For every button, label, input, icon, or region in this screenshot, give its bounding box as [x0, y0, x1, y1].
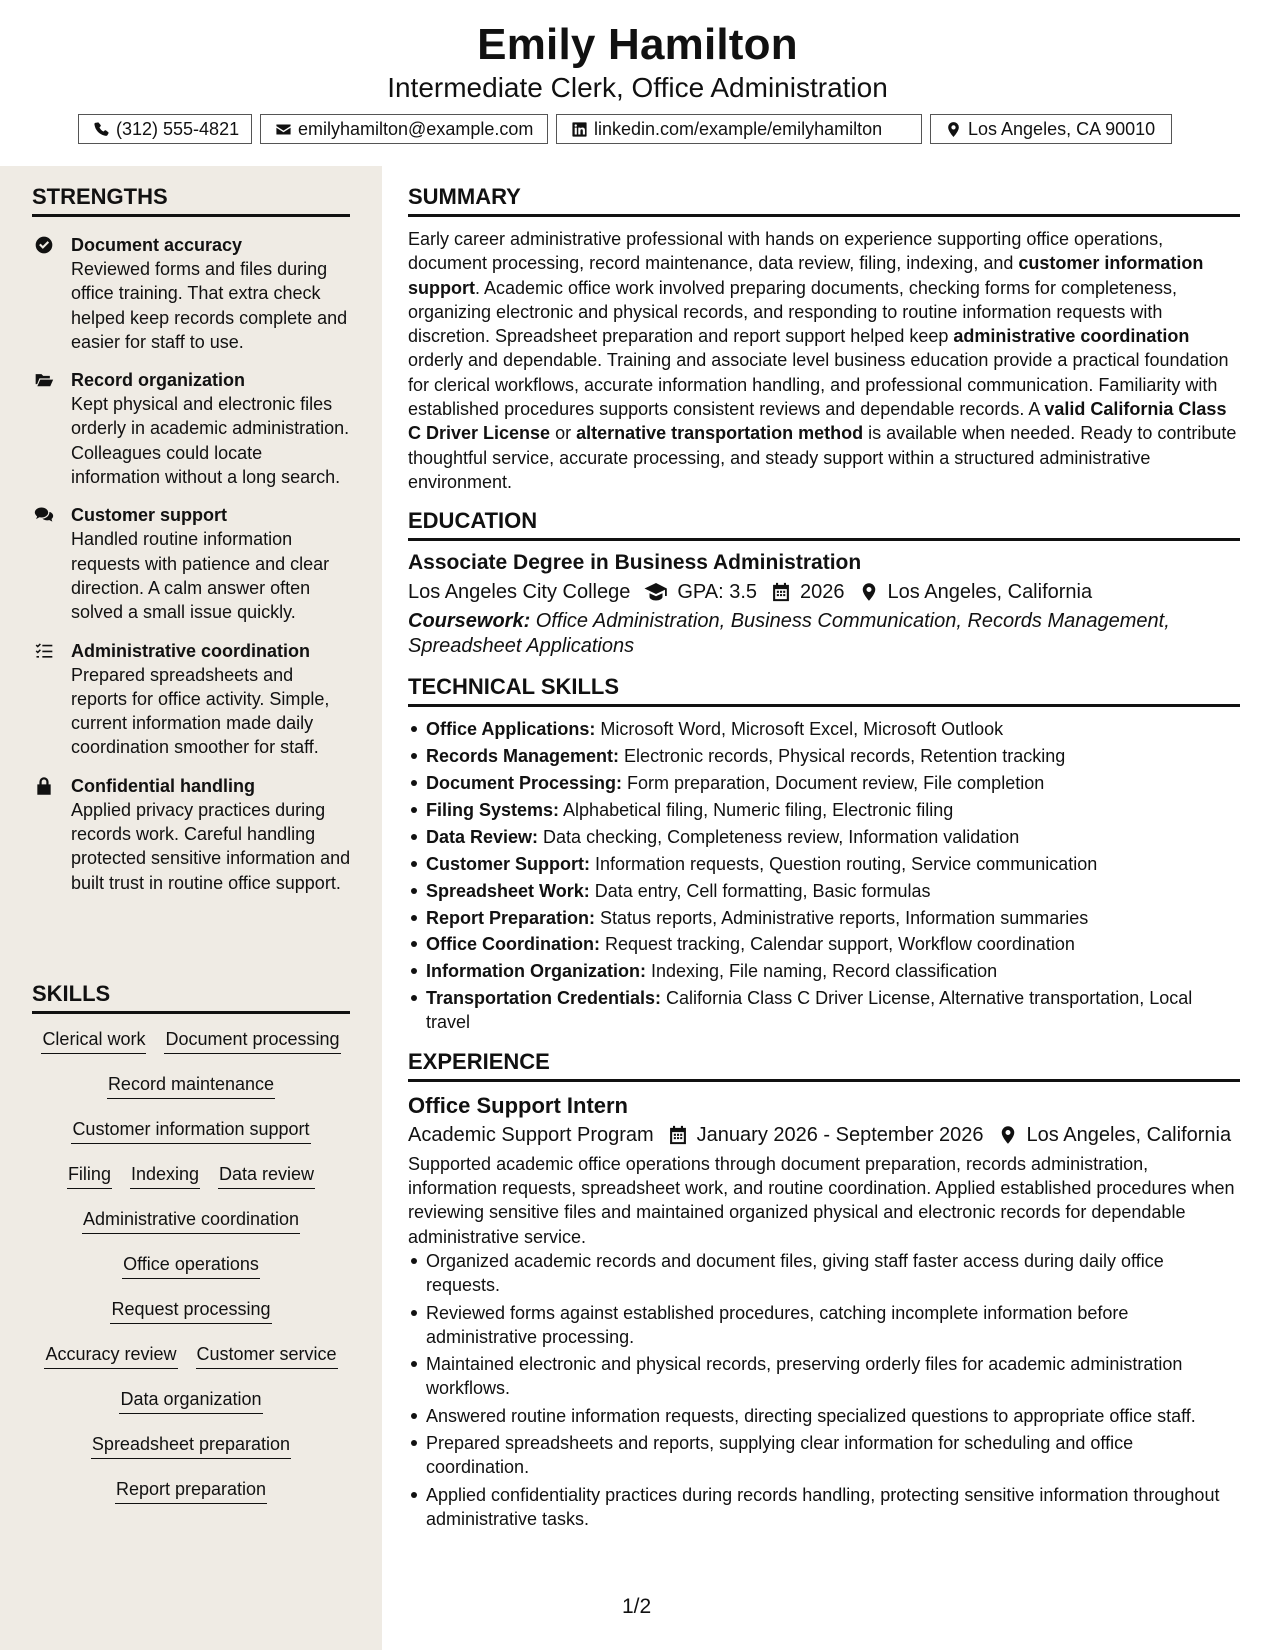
calendar-icon: [668, 1125, 688, 1145]
skill-tag: Spreadsheet preparation: [91, 1432, 291, 1459]
strength-item: [32, 368, 352, 489]
contact-location: [930, 114, 1172, 144]
job-meta: [408, 1120, 1240, 1150]
strength-desc: Reviewed forms and files during office training. That extra check helped keep records complete and easier for staff to use.: [71, 259, 348, 352]
strength-item: [32, 774, 352, 895]
list-item: Maintained electronic and physical records, preserving orderly files for academic administration workflows.: [408, 1352, 1240, 1401]
strength-item: [32, 503, 352, 624]
check-circle-icon: [34, 235, 54, 255]
coursework: Coursework: Office Administration, Business Communication, Records Management, Spreadsheet Applications: [408, 610, 1170, 657]
skill-tag: Office operations: [122, 1252, 260, 1279]
technical-skills-list: [408, 717, 1240, 1035]
list-item: Office Coordination: Request tracking, Calendar support, Workflow coordination: [408, 932, 1240, 956]
job-dates: January 2026 - September 2026: [696, 1123, 984, 1146]
candidate-title: Intermediate Clerk, Office Administration: [387, 72, 888, 103]
strength-item: [32, 639, 352, 760]
skill-tag: Clerical work: [41, 1027, 146, 1054]
strength-title: Confidential handling: [71, 775, 255, 796]
strength-desc: Prepared spreadsheets and reports for office activity. Simple, current information made daily coordination smoother for staff.: [71, 664, 330, 758]
contact-location-text: Los Angeles, CA 90010: [968, 118, 1156, 139]
graduation-cap-icon: [644, 580, 668, 604]
list-item: Document Processing: Form preparation, Document review, File completion: [408, 771, 1240, 795]
skill-tag: Accuracy review: [44, 1342, 177, 1369]
school-name: Los Angeles City College: [408, 581, 631, 604]
contact-phone[interactable]: [78, 114, 252, 144]
page-number: 1/2: [622, 1595, 652, 1618]
strength-title: Record organization: [71, 370, 246, 391]
strength-item: [32, 233, 352, 354]
job-organization: Academic Support Program: [408, 1123, 654, 1146]
list-item: Spreadsheet Work: Data entry, Cell formatting, Basic formulas: [408, 879, 1240, 903]
list-item: Organized academic records and document files, giving staff faster access during daily office requests.: [408, 1249, 1240, 1298]
candidate-name: Emily Hamilton: [477, 20, 798, 69]
job-bullets: [408, 1249, 1240, 1531]
education-meta: [408, 577, 1240, 607]
skill-tag: Filing: [67, 1162, 112, 1189]
calendar-icon: [771, 582, 791, 602]
contact-email[interactable]: [260, 114, 548, 144]
main-column: [408, 184, 1240, 1534]
list-item: Applied confidentiality practices during records handling, protecting sensitive information throughout administrative tasks.: [408, 1483, 1240, 1532]
strength-title: Document accuracy: [71, 235, 243, 255]
contact-linkedin-text: linkedin.com/example/emilyhamilton: [594, 118, 883, 139]
list-item: Prepared spreadsheets and reports, supplying clear information for scheduling and office coordination.: [408, 1431, 1240, 1480]
list-item: Report Preparation: Status reports, Administrative reports, Information summaries: [408, 906, 1240, 930]
phone-icon: [93, 121, 110, 138]
list-item: Office Applications: Microsoft Word, Microsoft Excel, Microsoft Outlook: [408, 717, 1240, 741]
list-item: Answered routine information requests, directing specialized questions to appropriate office staff.: [408, 1404, 1240, 1428]
skill-tag: Customer information support: [71, 1117, 310, 1144]
contact-phone-text: (312) 555-4821: [116, 118, 240, 139]
strength-desc: Kept physical and electronic files orderly in academic administration. Colleagues could locate information without a long search.: [71, 394, 350, 488]
contact-bar: [78, 114, 1172, 144]
lock-icon: [34, 776, 54, 796]
envelope-icon: [275, 121, 292, 138]
skill-tag: Customer service: [196, 1342, 338, 1369]
experience-heading: EXPERIENCE: [408, 1049, 1240, 1082]
education-heading: EDUCATION: [408, 508, 1240, 541]
job-location: Los Angeles, California: [1026, 1123, 1232, 1146]
list-item: Information Organization: Indexing, File naming, Record classification: [408, 959, 1240, 983]
resume-header: [0, 0, 1275, 166]
list-item: Reviewed forms against established procedures, catching incomplete information before administrative processing.: [408, 1301, 1240, 1350]
list-item: Records Management: Electronic records, Physical records, Retention tracking: [408, 744, 1240, 768]
strengths-heading: STRENGTHS: [32, 184, 350, 217]
map-pin-icon: [945, 121, 962, 138]
strength-desc: Applied privacy practices during records work. Careful handling protected sensitive information and built trust in routine office support.: [71, 799, 351, 893]
skills-cloud: [32, 1027, 350, 1522]
skill-tag: Report preparation: [115, 1477, 267, 1504]
folder-open-icon: [34, 370, 54, 390]
strengths-list: [32, 233, 352, 909]
linkedin-icon: [571, 121, 588, 138]
skill-tag: Request processing: [110, 1297, 271, 1324]
skill-tag: Administrative coordination: [82, 1207, 300, 1234]
list-item: Customer Support: Information requests, Question routing, Service communication: [408, 852, 1240, 876]
summary-text: Early career administrative professional with hands on experience supporting office operations, document processing, record maintenance, data review, filing, indexing, and customer information support. Academic office work involved preparing documents, checking forms for completeness, organizing electronic and physical records, and responding to routine information requests with discretion. Spreadsheet preparation and report support helped keep administrative coordination orderly and dependable. Training and associate level business education provide a practical foundation for clerical workflows, accurate information handling, and professional communication. Familiarity with established procedures supports consistent reviews and dependable records. A valid California Class C Driver License or alternative transportation method is available when needed. Ready to contribute thoughtful service, accurate processing, and steady support within a structured administrative environment.: [408, 229, 1237, 492]
skill-tag: Indexing: [130, 1162, 200, 1189]
list-item: Filing Systems: Alphabetical filing, Numeric filing, Electronic filing: [408, 798, 1240, 822]
skills-heading: SKILLS: [32, 981, 350, 1014]
skill-tag: Data organization: [119, 1387, 262, 1414]
job-title: Office Support Intern: [408, 1092, 628, 1118]
comments-icon: [34, 505, 54, 525]
list-item: Transportation Credentials: California Class C Driver License, Alternative transportation, Local travel: [408, 986, 1240, 1035]
strength-desc: Handled routine information requests with patience and clear direction. A calm answer often solved a small issue quickly.: [71, 529, 330, 623]
summary-heading: SUMMARY: [408, 184, 1240, 217]
strength-title: Customer support: [71, 505, 228, 526]
skill-tag: Data review: [218, 1162, 315, 1189]
skill-tag: Document processing: [164, 1027, 340, 1054]
graduation-year: 2026: [800, 581, 845, 604]
technical-skills-heading: TECHNICAL SKILLS: [408, 674, 1240, 707]
list-check-icon: [34, 641, 54, 661]
gpa: GPA: 3.5: [677, 581, 758, 604]
map-pin-icon: [998, 1125, 1018, 1145]
job-description: Supported academic office operations through document preparation, records administration, information requests, spreadsheet work, and routine coordination. Applied established procedures when reviewing sensitive files and maintained organized physical and electronic records for dependable administrative service.: [408, 1153, 1235, 1247]
map-pin-icon: [859, 582, 879, 602]
contact-email-text: emilyhamilton@example.com: [298, 118, 534, 139]
list-item: Data Review: Data checking, Completeness review, Information validation: [408, 825, 1240, 849]
education-location: Los Angeles, California: [887, 581, 1093, 604]
degree-title: Associate Degree in Business Administration: [408, 551, 862, 575]
skill-tag: Record maintenance: [107, 1072, 275, 1099]
strength-title: Administrative coordination: [71, 640, 311, 661]
contact-linkedin[interactable]: [556, 114, 922, 144]
